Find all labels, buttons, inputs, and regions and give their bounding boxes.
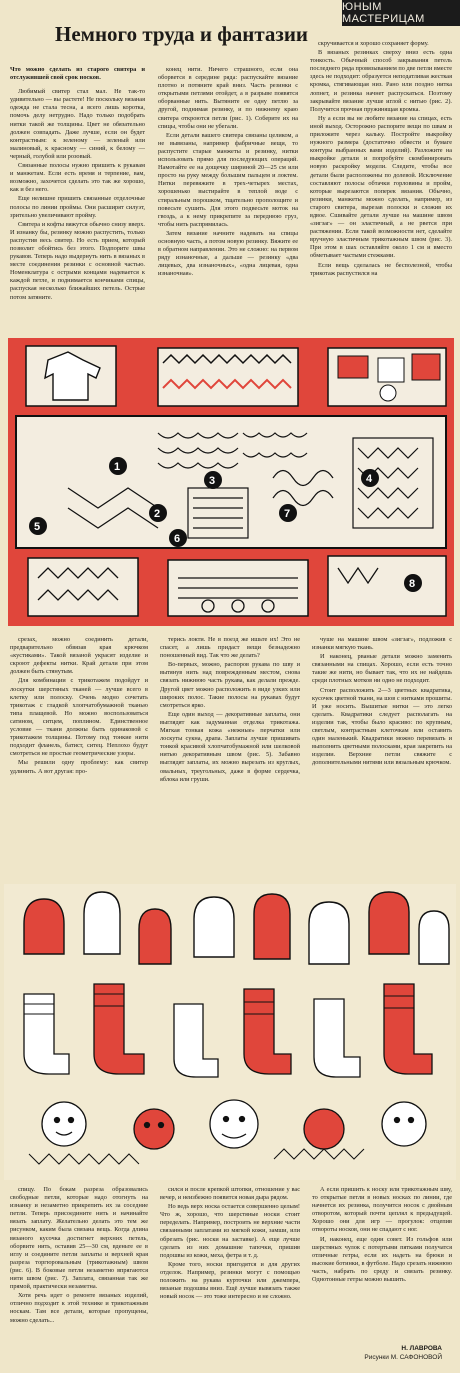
paragraph: срезах, можно соединить детали, предварительно обвязав края крючком «кустиками». Такой вязаной украсят изделие и скроют дефекты нитки. Край детали при этом должен быть стянутым.	[10, 636, 148, 676]
sock-drawings	[24, 984, 432, 1077]
paragraph: Кроме того, носки пригодятся и для других отделок. Например, резинки могут с помощью положить на рукава курточки или джемпера, вязаные подошвы вниз. Ещё лучше вывязать также новый носок — это тоже интересно и не сложно.	[160, 1260, 300, 1301]
face-drawings	[42, 1100, 426, 1149]
number-label: 3	[209, 475, 216, 487]
top-column-2	[158, 66, 298, 336]
paragraph: И, наконец, еще один совет. Из гольфов или шерстяных чулок с потертыми пятками получатся отличные гетры, если их надеть на брюки и высокие ботинки, в футболе. Надо срезать нижнюю часть, набрать по среду и связать резинку. Однотонные гетры можно вышить.	[312, 1235, 452, 1284]
patch-drawing	[380, 385, 396, 401]
bottom-column-1	[10, 1186, 148, 1370]
signature-block	[364, 1344, 442, 1362]
top-column-3	[310, 40, 452, 336]
paragraph: Связанные полосы нужно пришить к рукавам и манжетам. Если есть время и терпение, вам, возможно, захочется сделать это так же хорошо, как и без него.	[10, 162, 145, 194]
mitten-drawings	[24, 892, 449, 964]
lead-paragraph: Что можно сделать из старого свитера и отслужившей свой срок носков.	[10, 66, 145, 82]
article-title: Немного труда и фантазии	[55, 22, 309, 46]
paragraph: Еще один выход — декоративные заплаты, они выглядят как задуманная отделка трикотажа. Мягкая тонкая кожа «нежные» перчатки или лоскуты сукна, драпа. Заплаты лучше пришивать тонкой красивой хлопчатобумажной или шелковой нитью декоративным швом (рис. 5). Забавно выглядят заплаты, их можно вырезать из круглых, овальных, треугольных, даже в форме сердечка, яблока или груши.	[160, 710, 300, 783]
bottom-column-3	[312, 1186, 452, 1341]
paragraph: спицу. По бокам разреза образовались свободные петли, которые надо отогнуть на изнанку и незаметно прикрепить их за соседние петли. Теперь присоедините нить и начинайте вязать заплату. Желательно делать это тем же рисунком, каким была связана вещь. Когда длина вязаного кусочка достигнет верхних петель, оборвите нить, оставив 25—30 см, вденьте ее в иглу и соедините петли заплаты и верхней края разреза торгюровальным (трикотажным) швом (рис. 6). В боковые петли незаметно впрягаются нити швом (рис. 7). Заплата, связанная так же прямой, практически незаметна.	[10, 1186, 148, 1291]
paragraph: Свитера и кофты вяжутся обычно снизу вверх. И изнанку бы, резинку можно распустить, только распустив весь свитер. Но есть прием, который позволит обойтись без этого. Подпорите швы рукавов. Теперь надо выдернуть нить в вязаных в месте соединения резинки с основной частью. Номенклатура с острыми концами надевается к каждой петле, и поднимается кончиками спицы, распуская несколько ближайших петель. Острые потом затяните.	[10, 220, 145, 301]
bottom-column-2	[160, 1186, 300, 1370]
top-column-1	[10, 66, 145, 336]
paragraph: скручивается и хорошо сохраняет форму.	[318, 40, 429, 47]
number-label: 6	[174, 533, 181, 545]
number-label: 1	[114, 461, 121, 473]
paragraph: Мы решили одну проблему: как свитер удлинить. А вот другая: про-	[10, 759, 148, 775]
paragraph: Затем вязание начните надевать на спицы основную часть, а потом новую резинку. Вяжите ее в обратном направлении. Это не сложно: на первом ряду изнаночные, а дальше — резинку «два лицевых, два изнаночных», «одна лицевая, одна изнаночная».	[158, 229, 298, 278]
middle-column-1	[10, 636, 148, 880]
paragraph: Для комбинации с трикотажем подойдут и лоскутки шерстяных тканей — лучше всего в клетку или полоску. Очень модно сочетать трикотаж с гладкой хлопчатобумажной тканью типа плащевой. Но можно воспользоваться сатином, ситцем, поплином. Единственное условие — ткани должны быть одинаковой с трикотажем толщины. Потому под тонкие нити подходит фланель, батист, ситец. Неплохо будут смотреться не простые геометрические узоры.	[10, 677, 148, 758]
number-label: 8	[409, 578, 416, 590]
number-label: 7	[284, 508, 291, 520]
knitting-illustration-svg	[8, 338, 454, 626]
paragraph: чуше на машине швом «зигзаг», подложив с изнанки мягкую ткань.	[312, 636, 452, 652]
paragraph: А если пришить к носку или трикотажным шву, то открытые петли в новых носках по линии, где начнется их резинка, получится носок с двойным отворотом, который почти цеплял к предыдущей. Хорошо они для игр — прогулок: отцепив отвороты носков, они не спадают с ног.	[312, 1186, 452, 1234]
paragraph: Ну а если вы не любите вязание на спицах, есть иной выход. Осторожно распорите вещи по швам и приложите через кальку. Постройте выкройку нужного размера (достаточно обвести и бумаге контуры выбранных вами изделий). Разложите на выкройке детали и попробуйте скомбинировать новую раскройку модели. Следите, чтобы все детали были расположены по долевой. Исключение составляют полосы обтачки горловины и пройм, которые вырезаются поперек вязания. Обычно, резинки, манжеты можно сделать, например, из старого свитера, вырезав полоски и сложив их вдвое. Сшивайте детали лучше на машине швом «зигзаг» — он эластичный, а не рвется при растяжении. Если такой возможности нет, сделайте вручную эластичным трикотажным швом (рис. 3). При этом в шах оставляйте около 1 см и вместо обметывает частыми стежками.	[310, 114, 452, 260]
number-label: 5	[34, 521, 41, 533]
paragraph: Стоит расположить 2—3 цветных квадратика, кусочек цветной ткани, на шов с нитками прошиты. И уже носить. Вышитые нитки — это легко сделать. Квадратики следует располагать на изделии так, чтобы было красиво: по крупным, светлым, контрастным клеточкам или оставить один маленький. Квадратики можно перевязать и выполнить цветными полосками, края закрепить на изделии. Верхние петли свяжите с дополнительными нитями или вязальным крючком.	[312, 686, 452, 767]
paragraph: сился и после крепкой штопки, отношение у вас вечер, и неизбежно появится новая дыра рядом.	[160, 1186, 300, 1202]
paragraph: В вязаных резинках сверху вниз есть одна тонкость. Обычный способ закрывания петель последнего ряда провязыванием по две петли вместе здесь не подходит: образуется неподатливая жесткая кромка, стягивающая низ. Рано или поздно нитка лопнет, и резинка начнет распускаться. Поэтому закрывайте вязание лучше иглой с нитью (рис. 2). Получится прочная пружинящая кромка.	[310, 49, 452, 113]
paragraph: Во-первых, можно, распоров рукава по шву и вытянув нить над поврежденным местом, снова связать нижнюю часть рукава, как делали прежде. Другой цвет можно расположить в виде узких или широких полос. Такие полосы на рукавах будут смотреться ярко.	[160, 661, 300, 709]
paragraph: Если вещь сделалась не бесполезной, чтобы трикотаж распустился на	[310, 261, 452, 277]
patch-drawing	[412, 354, 440, 380]
number-label: 4	[366, 473, 373, 485]
mittens-socks-illustration	[4, 884, 456, 1180]
paragraph: Но ведь верх носка остается совершенно целым! Что ж, хорошо, что шерстяные носки стоит переделать. Например, построить не верхние части связанными заплатами из мягкой кожи, замши, или обрезать (рис. носки на заставке). А еще лучше сделать из них домашние тапочки, пришив подошвы из кожи, меха, фетра и т. д.	[160, 1203, 300, 1259]
paragraph: Еще нелишне пришить связанные отделочные полосы по линии проймы. Они расширят силуэт, зрительно увеличивают пройму.	[10, 195, 145, 219]
mittens-socks-svg	[4, 884, 456, 1180]
bottom-panel-right	[328, 556, 446, 616]
illustrator-credit: Рисунки М. САФОНОВОЙ	[364, 1354, 442, 1361]
bottom-panel-left	[28, 558, 138, 616]
middle-column-2	[160, 636, 300, 880]
number-label: 2	[154, 508, 161, 520]
patch-drawing	[378, 358, 404, 382]
author-name: Н. ЛАВРОВА	[401, 1345, 442, 1352]
paragraph: терись локти. Не в поезд же ишьте их! Это не спасет, а лишь придаст вещи безнадежно поношенный вид. Так что же делать?	[160, 636, 300, 660]
knitting-illustration	[8, 338, 454, 626]
middle-column-3	[312, 636, 452, 880]
patch-drawing	[338, 356, 368, 378]
pattern-panel	[158, 348, 298, 406]
paragraph: Хотя речь идет о ремонте вязаных изделий, отлично подходит к этой технике и трикотажным носкам. Там все детали, которые пропущены, можно сделать...	[10, 1292, 148, 1324]
rubric-label: ЮНЫМ МАСТЕРИЦАМ	[342, 0, 460, 26]
paragraph: Если детали вашего свитера связаны целиком, а не вывязаны, например фабричные вещи, то распустите старые манжеты и резинку, нитки использовать прямо для последующих операций. Намотайте ее на дощечку шириной 20—25 см или просто на руку между большим пальцем и локтем. Нитки перевяжите в трех-четырех местах, хорошенько выстирайте в теплой воде с стиральным порошком, тщательно прополощите и повесьте сушить. Для этого подвесьте моток на гвоздь, а к нему прикрепите за переднюю груз, чтобы нить распрямилась.	[158, 131, 298, 228]
paragraph: И наконец, рваные детали можно заменить связанными на спицах. Хорошо, если есть точно такие же нити, но бывает так, что их не найдешь среди плотных мотков ни одно не подходит.	[312, 653, 452, 685]
paragraph: Любимый свитер стал мал. Не так-то удивительно — вы растете! Не поскольку вязаная одежда не стала тесна, а всего лишь коротка, помочь делу нетрудно. Надо только подобрать нитки такой же толщины. Цвет не обязательно должен совпадать. Даже лучше, если он будет контрастным: к зеленому — зеленый или малиновый, к красному — синий, к белому — черный, голубой или розовый.	[10, 88, 145, 160]
paragraph: конец нити. Ничего страшного, если она оборвется в середине ряда: распускайте вязание плотно и потяните край вниз. Часть резинки с открытыми петлями отойдет, а в разрыве появятся оборванные нить. Вытяните ее одну петлю за другой, поднимая резинку, и по нижнему краю свитера откроются петли (рис. 1). Соберите их на спицы, чтобы они не убегали.	[158, 66, 298, 130]
